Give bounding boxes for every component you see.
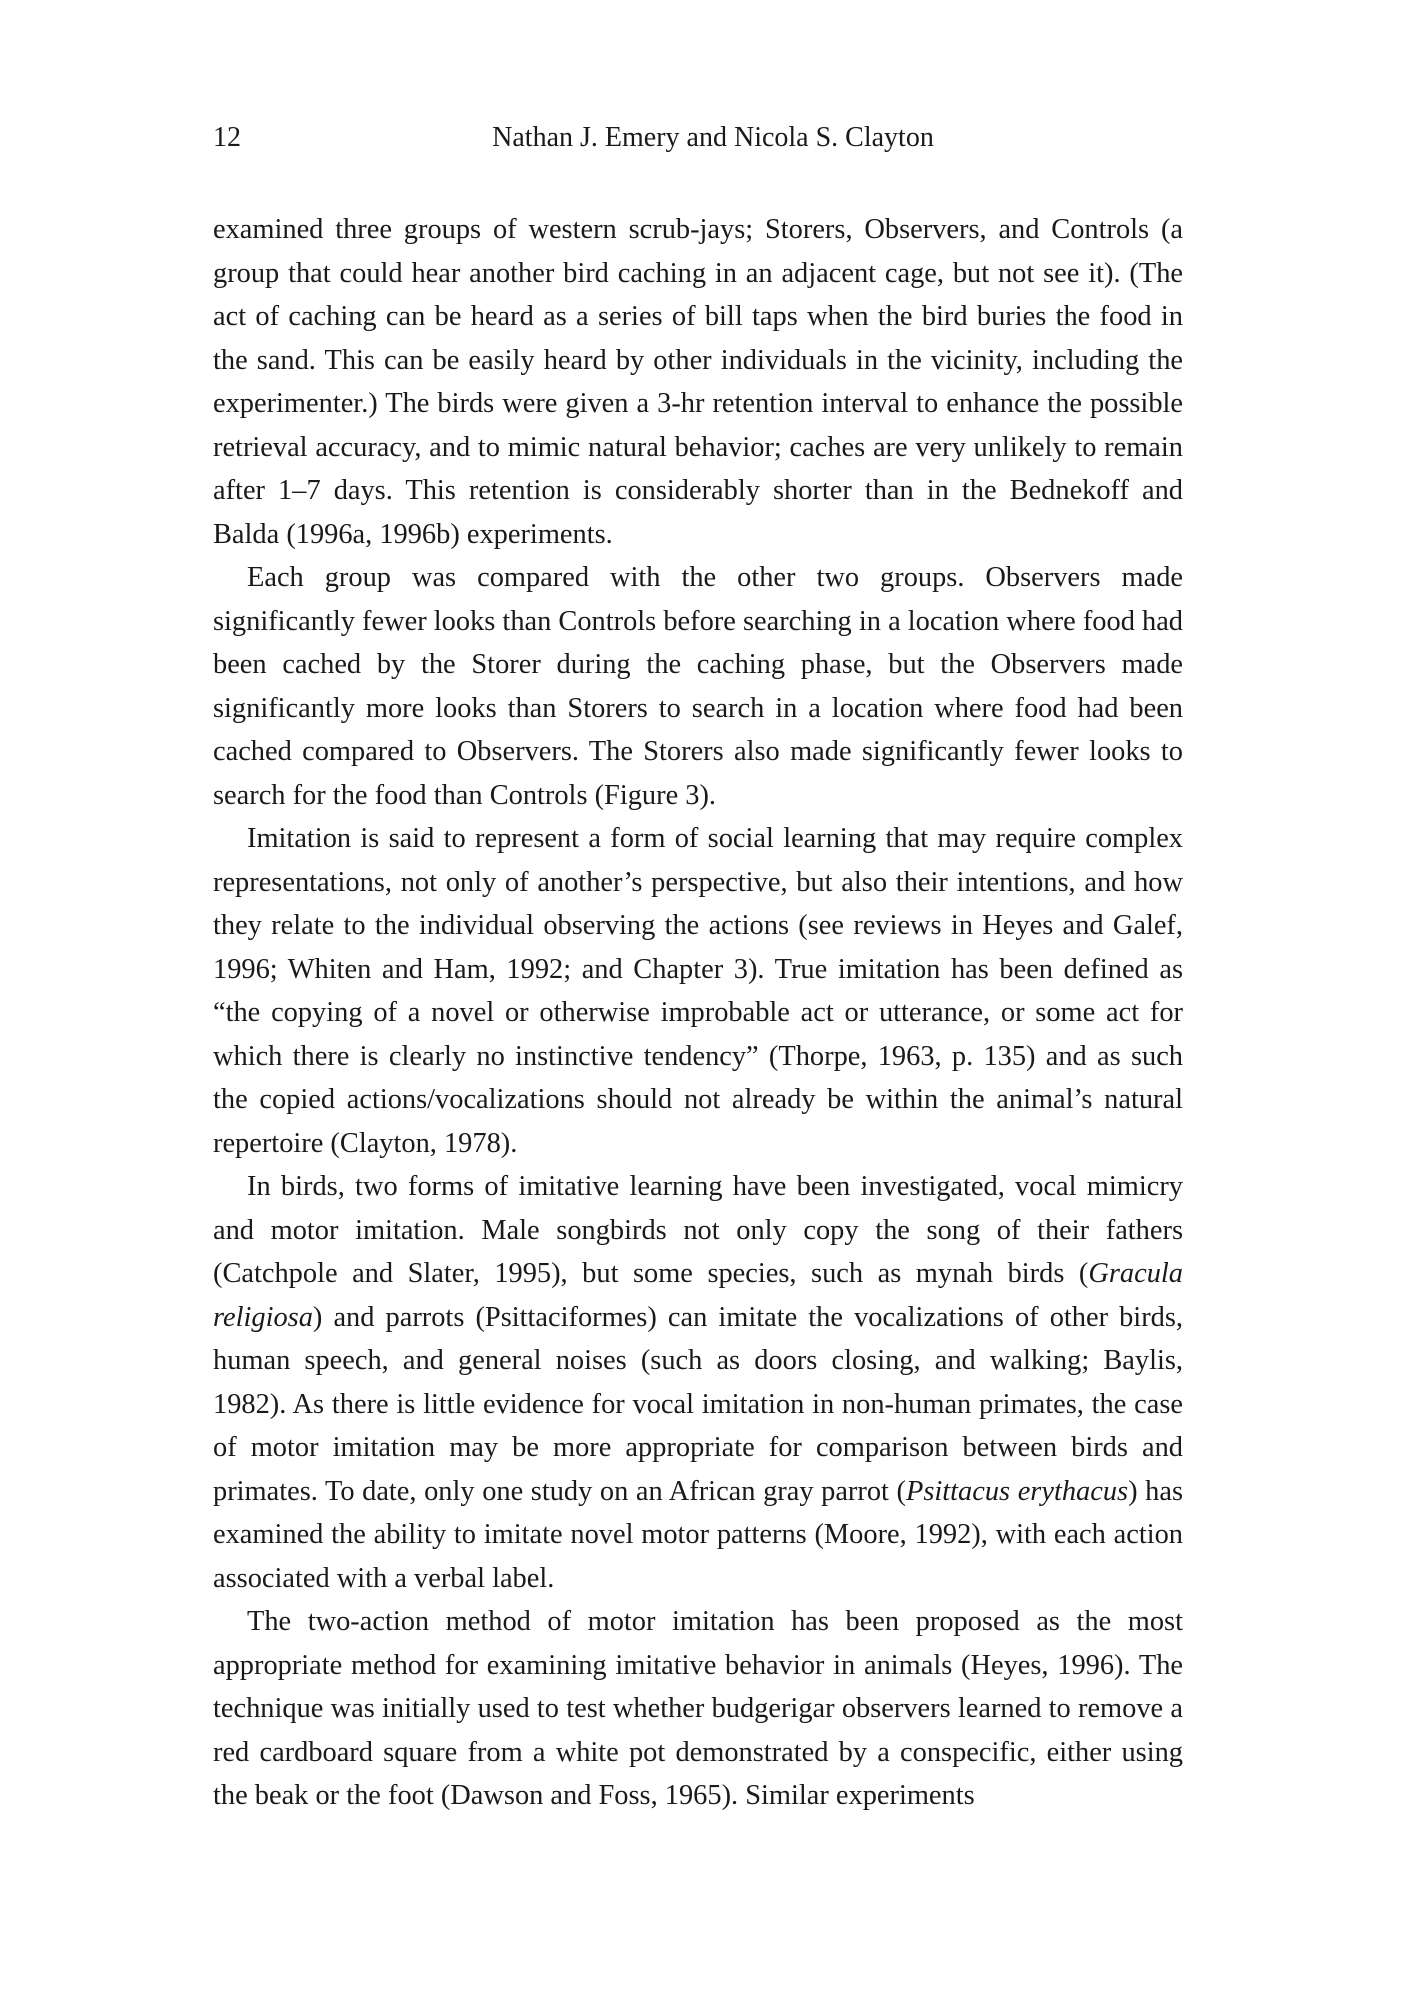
paragraph-4 [213,1165,1183,1600]
body-text [213,208,1183,1818]
paragraph-4-text-c: ) has examined the ability to imitate novel motor patterns (Moore, 1992), with each action associated with a verbal label. [213,1475,1183,1594]
paragraph-5: The two-action method of motor imitation has been proposed as the most appropriate method for examining imitative behavior in animals (Heyes, 1996). The technique was initially used to test whether budgerigar observers learned to remove a red cardboard square from a white pot demonstrated by a conspecific, either using the beak or the foot (Dawson and Foss, 1965). Similar experiments [213,1606,1183,1811]
page-number: 12 [213,122,241,153]
paragraph-4-text-b: ) and parrots (Psittaciformes) can imitate the vocalizations of other birds, human speech, and general noises (such as doors closing, and walking; Baylis, 1982). As there is little evidence for vocal imitation in non-human primates, the case of motor imitation may be more appropriate for comparison between birds and primates. To date, only one study on an African gray parrot ( [213,1301,1183,1507]
running-head [213,118,1183,158]
paragraph-3: Imitation is said to represent a form of social learning that may require complex representations, not only of another’s perspective, but also their intentions, and how they relate to the individual observing the actions (see reviews in Heyes and Galef, 1996; Whiten and Ham, 1992; and Chapter 3). True imitation has been defined as “the copying of a novel or otherwise improbable act or utterance, or some act for which there is clearly no instinctive tendency” (Thorpe, 1963, p. 135) and as such the copied actions/vocalizations should not already be within the animal’s natural repertoire (Clayton, 1978). [213,823,1183,1159]
species-name-mynah: Gracula religiosa [213,1258,1183,1333]
species-name-gray-parrot: Psittacus erythacus [905,1475,1129,1507]
paragraph-2: Each group was compared with the other two groups. Observers made significantly fewer looks than Controls before searching in a location where food had been cached by the Storer during the caching phase, but the Observers made significantly more looks than Storers to search in a location where food had been cached compared to Observers. The Storers also made significantly fewer looks to search for the food than Controls (Figure 3). [213,562,1183,811]
paragraph-4-text-a: In birds, two forms of imitative learning have been investigated, vocal mimicry and motor imitation. Male songbirds not only copy the song of their fathers (Catchpole and Slater, 1995), but some species, such as mynah birds ( [213,1171,1183,1289]
running-title: Nathan J. Emery and Nicola S. Clayton [492,122,934,153]
paragraph-1: examined three groups of western scrub-jays; Storers, Observers, and Controls (a group that could hear another bird caching in an adjacent cage, but not see it). (The act of caching can be heard as a series of bill taps when the bird buries the food in the sand. This can be easily heard by other individuals in the vicinity, including the experimenter.) The birds were given a 3-hr retention interval to enhance the possible retrieval accuracy, and to mimic natural behavior; caches are very unlikely to remain after 1–7 days. This retention is considerably shorter than in the Bednekoff and Balda (1996a, 1996b) experiments. [213,214,1183,550]
